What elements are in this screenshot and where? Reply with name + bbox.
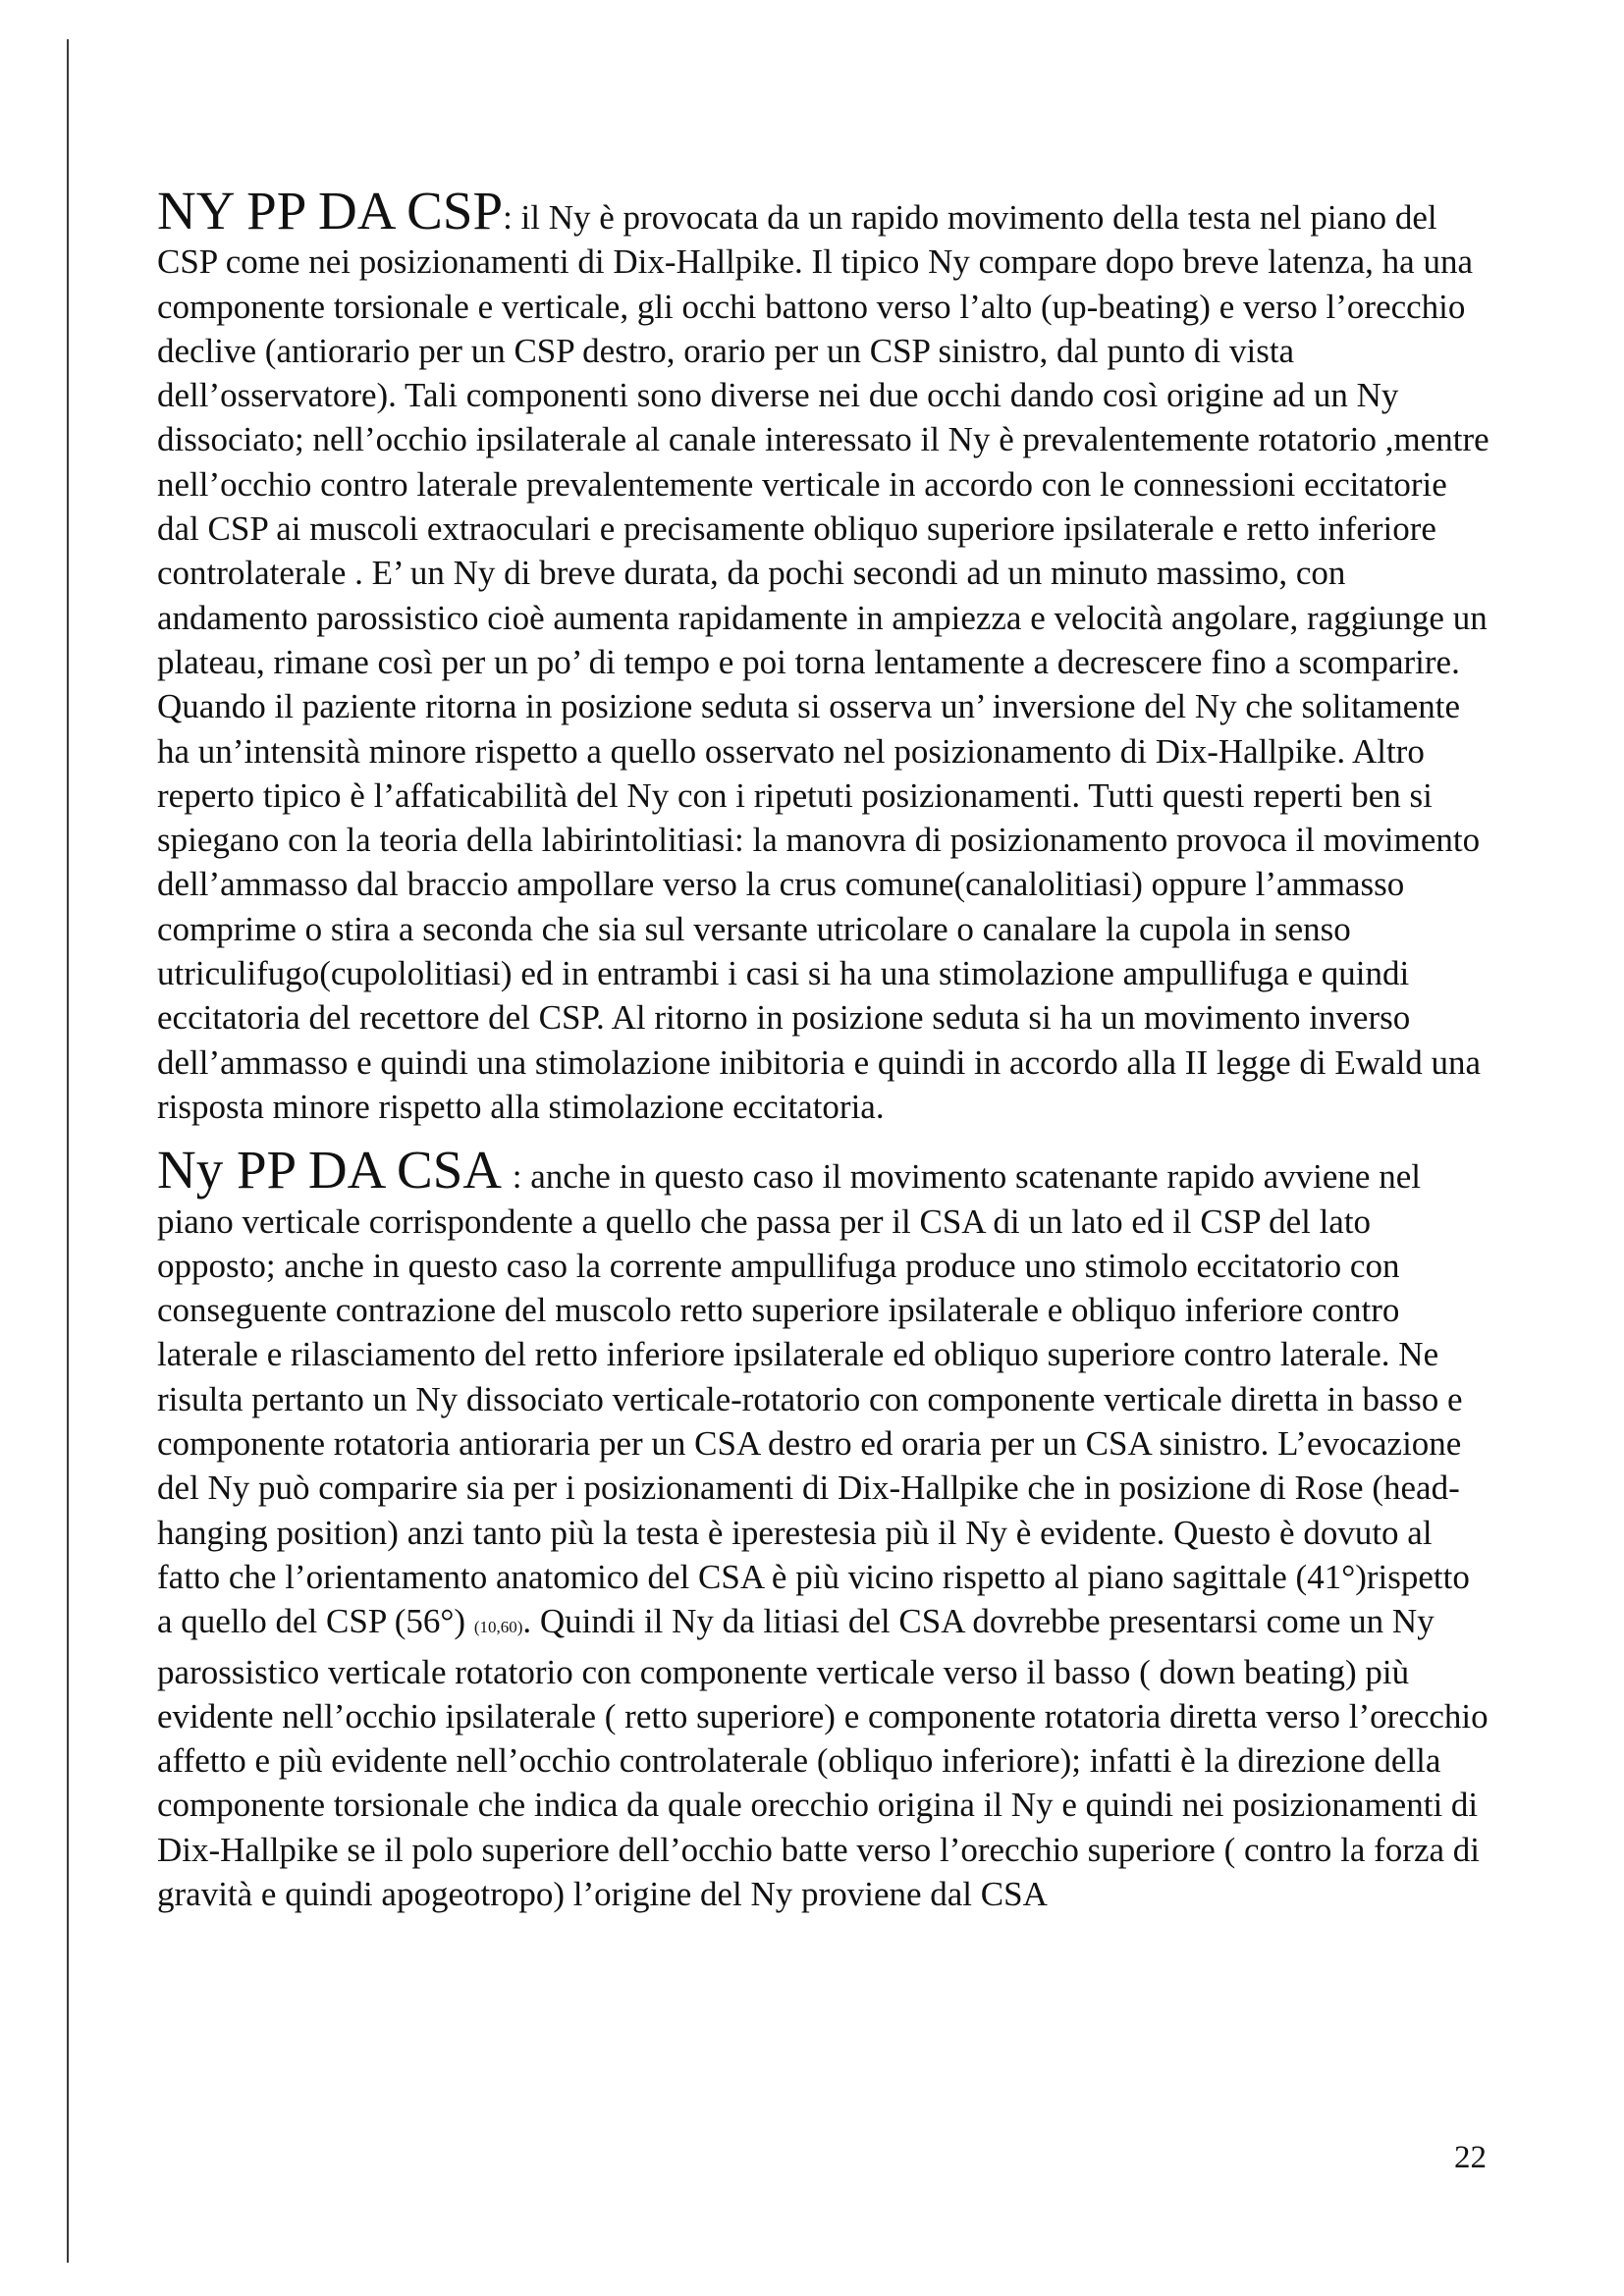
- page-body: [157, 181, 1492, 1916]
- section-csp: [157, 181, 1492, 1129]
- section-text-csa-part2: . Quindi il Ny da litiasi del CSA dovrebbe presentarsi come un Ny parossistico verticale rotatorio con componente verticale verso il basso ( down beating) più evidente nell’occhio ipsilaterale ( retto superiore) e componente rotatoria diretta verso l’orecchio affetto e più evidente nell’occhio controlaterale (obliquo inferiore); infatti è la direzione della componente torsionale che indica da quale orecchio origina il Ny e quindi nei posizionamenti di Dix-Hallpike se il polo superiore dell’occhio batte verso l’orecchio superiore ( contro la forza di gravità e quindi apogeotropo) l’origine del Ny proviene dal CSA: [157, 1602, 1489, 1913]
- page-number: 22: [1454, 2140, 1487, 2175]
- section-heading-csa: Ny PP DA CSA: [157, 1140, 513, 1201]
- section-text-csp: : il Ny è provocata da un rapido movimento della testa nel piano del CSP come nei posizionamenti di Dix-Hallpike. Il tipico Ny compare dopo breve latenza, ha una componente torsionale e verticale, gli occhi battono verso l’alto (up-beating) e verso l’orecchio declive (antiorario per un CSP destro, orario per un CSP sinistro, dal punto di vista dell’osservatore). Tali componenti sono diverse nei due occhi dando così origine ad un Ny dissociato; nell’occhio ipsilaterale al canale interessato il Ny è prevalentemente rotatorio ,mentre nell’occhio contro laterale prevalentemente verticale in accordo con le connessioni eccitatorie dal CSP ai muscoli extraoculari e precisamente obliquo superiore ipsilaterale e retto inferiore controlaterale . E’ un Ny di breve durata, da pochi secondi ad un minuto massimo, con andamento parossistico cioè aumenta rapidamente in ampiezza e velocità angolare, raggiunge un plateau, rimane così per un po’ di tempo e poi torna lentamente a decrescere fino a scomparire. Quando il paziente ritorna in posizione seduta si osserva un’ inversione del Ny che solitamente ha un’intensità minore rispetto a quello osservato nel posizionamento di Dix-Hallpike. Altro reperto tipico è l’affaticabilità del Ny con i ripetuti posizionamenti. Tutti questi reperti ben si spiegano con la teoria della labirintolitiasi: la manovra di posizionamento provoca il movimento dell’ammasso dal braccio ampollare verso la crus comune(canalolitiasi) oppure l’ammasso comprime o stira a seconda che sia sul versante utricolare o canalare la cupola in senso utriculifugo(cupololitiasi) ed in entrambi i casi si ha una stimolazione ampullifuga e quindi eccitatoria del recettore del CSP. Al ritorno in posizione seduta si ha un movimento inverso dell’ammasso e quindi una stimolazione inibitoria e quindi in accordo alla II legge di Ewald una risposta minore rispetto alla stimolazione eccitatoria.: [157, 198, 1489, 1126]
- citation-ref: (10,60): [473, 1618, 523, 1637]
- section-text-csa-part1: : anche in questo caso il movimento scatenante rapido avviene nel piano verticale corrispondente a quello che passa per il CSA di un lato ed il CSP del lato opposto; anche in questo caso la corrente ampullifuga produce uno stimolo eccitatorio con conseguente contrazione del muscolo retto superiore ipsilaterale e obliquo inferiore contro laterale e rilasciamento del retto inferiore ipsilaterale ed obliquo superiore contro laterale. Ne risulta pertanto un Ny dissociato verticale-rotatorio con componente verticale diretta in basso e componente rotatoria antioraria per un CSA destro ed oraria per un CSA sinistro. L’evocazione del Ny può comparire sia per i posizionamenti di Dix-Hallpike che in posizione di Rose (head-hanging position) anzi tanto più la testa è iperestesia più il Ny è evidente. Questo è dovuto al fatto che l’orientamento anatomico del CSA è più vicino rispetto al piano sagittale (41°)rispetto a quello del CSP (56°): [157, 1157, 1470, 1641]
- section-heading-csp: NY PP DA CSP: [157, 181, 504, 240]
- section-csa: [157, 1140, 1492, 1916]
- margin-rule: [67, 39, 69, 2263]
